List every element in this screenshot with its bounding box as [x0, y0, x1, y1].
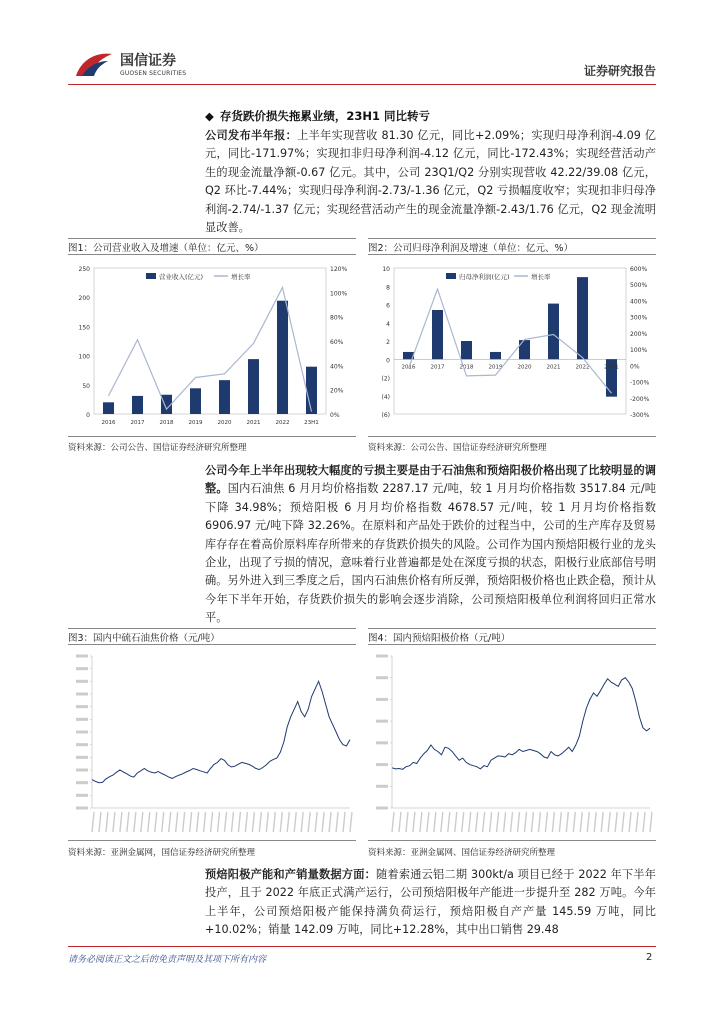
- y-tick-left: 2: [386, 339, 390, 346]
- x-tick-label: 2018: [459, 364, 474, 371]
- x-tick-label: [629, 812, 631, 832]
- x-tick-label: [608, 812, 610, 832]
- y-tick-label: [76, 807, 88, 810]
- x-tick-label: 2022: [575, 364, 590, 371]
- x-tick-label: [434, 812, 436, 832]
- fig2-source: 资料来源：公司公告、国信证券经济研究所整理: [368, 443, 547, 453]
- fig3-source: 资料来源：亚洲金属网，国信证券经济研究所整理: [68, 848, 256, 858]
- section2-lead: 公司今年上半年出现较大幅度的亏损主要是由于石油焦和预焙阳极价格出现了比较明显的调整。: [205, 464, 656, 496]
- x-tick-label: [224, 812, 226, 832]
- x-tick-label: [273, 812, 275, 832]
- section1-body: 上半年实现营收 81.30 亿元，同比+2.09%；实现归母净利润-4.09 亿元，同比-171.97%；实现扣非归母净利润-4.12 亿元，同比-172.43%；实现经营活动产生的现金流量净额-0.67 亿元。其中，公司 23Q1/Q2 分别实现营收 42.22/39.08 亿元，Q2 环比-7.44%；实现归母净利润-2.73/-1.36 亿元，Q2 亏损幅度收窄；实现扣非归母净利润-2.74/-1.37 亿元；实现经营活动产生的现金流量净额-2.43/1.76 亿元，Q2 现金流明显改善。: [205, 129, 656, 235]
- y-tick-label: [376, 720, 388, 723]
- fig1-bottom-rule: [68, 436, 356, 437]
- y-tick-right: 80%: [330, 314, 344, 322]
- x-tick-label: [92, 812, 94, 832]
- bar: [461, 341, 472, 359]
- x-tick-label: [406, 812, 408, 832]
- x-tick-label: [169, 812, 171, 832]
- x-tick-label: [448, 812, 450, 832]
- y-tick-left: 50: [82, 382, 90, 390]
- y-tick-left: 150: [78, 324, 90, 332]
- section3-lead: 预焙阳极产能和产销量数据方面：: [205, 868, 377, 881]
- x-tick-label: [559, 812, 561, 832]
- y-tick-left: (2): [381, 375, 390, 383]
- x-tick-label: [218, 812, 220, 832]
- fig3-top-rule: [68, 628, 356, 629]
- x-tick-label: [573, 812, 575, 832]
- x-tick-label: [120, 812, 122, 832]
- x-tick-label: [176, 812, 178, 832]
- net-profit-chart: [368, 258, 656, 434]
- x-tick-label: 2020: [217, 420, 232, 426]
- x-tick-label: [190, 812, 192, 832]
- price-line: [92, 681, 350, 782]
- x-tick-label: 2017: [430, 364, 445, 371]
- x-tick-label: [392, 812, 394, 832]
- y-tick-label: [376, 785, 388, 788]
- x-tick-label: [518, 812, 520, 832]
- y-tick-label: [76, 756, 88, 759]
- x-tick-label: [259, 812, 261, 832]
- bar: [577, 277, 588, 359]
- legend-bar-label: 归母净利润(亿元): [459, 273, 510, 281]
- y-tick-right: -200%: [630, 395, 650, 403]
- x-tick-label: 2016: [401, 364, 416, 371]
- x-tick-label: [469, 812, 471, 832]
- x-tick-label: [294, 812, 296, 832]
- y-tick-left: 100: [78, 353, 90, 361]
- fig2-title: 图2：公司归母净利润及增速（单位：亿元、%）: [368, 243, 574, 254]
- x-tick-label: [490, 812, 492, 832]
- x-tick-label: [127, 812, 129, 832]
- x-tick-label: [580, 812, 582, 832]
- plot-frame: [94, 268, 326, 414]
- x-tick-label: [636, 812, 638, 832]
- x-tick-label: [183, 812, 185, 832]
- x-tick-label: [287, 812, 289, 832]
- y-tick-right: 60%: [330, 339, 344, 346]
- x-tick-label: [524, 812, 526, 832]
- y-tick-left: 250: [78, 266, 90, 273]
- bar: [132, 396, 143, 414]
- x-tick-label: [413, 812, 415, 832]
- legend-line-label: 增长率: [531, 273, 551, 281]
- fig4-title-rule: [368, 644, 656, 645]
- x-tick-label: [538, 812, 540, 832]
- bullet-icon: ◆: [205, 109, 214, 123]
- y-tick-left: (4): [381, 393, 390, 401]
- x-tick-label: 2017: [130, 420, 145, 426]
- x-tick-label: [266, 812, 268, 832]
- x-tick-label: 2021: [246, 420, 261, 426]
- x-tick-label: [252, 812, 254, 832]
- y-tick-right: -300%: [630, 412, 650, 419]
- bar: [519, 340, 530, 359]
- x-tick-label: [552, 812, 554, 832]
- x-tick-label: [399, 812, 401, 832]
- x-tick-label: [155, 812, 157, 832]
- y-tick-right: 100%: [630, 347, 648, 355]
- logo-cn: 国信证券: [120, 53, 176, 69]
- x-tick-label: 2019: [488, 364, 503, 371]
- y-tick-label: [376, 655, 388, 658]
- x-tick-label: [594, 812, 596, 832]
- x-tick-label: [238, 812, 240, 832]
- x-tick-label: [455, 812, 457, 832]
- y-tick-label: [76, 680, 88, 683]
- y-tick-left: 8: [386, 284, 390, 292]
- y-tick-right: 500%: [630, 282, 648, 290]
- x-tick-label: [483, 812, 485, 832]
- fig2-bottom-rule: [368, 436, 656, 437]
- x-tick-label: [343, 812, 345, 832]
- x-tick-label: [476, 812, 478, 832]
- x-tick-label: 2019: [188, 420, 203, 426]
- bar: [103, 402, 114, 414]
- y-tick-label: [76, 718, 88, 721]
- y-tick-label: [76, 705, 88, 708]
- x-tick-label: [622, 812, 624, 832]
- y-tick-right: 40%: [330, 363, 344, 371]
- y-tick-right: 120%: [330, 266, 348, 273]
- x-tick-label: [497, 812, 499, 832]
- y-tick-right: 200%: [630, 330, 648, 338]
- x-tick-label: [99, 812, 101, 832]
- bar: [306, 367, 317, 414]
- x-tick-label: [134, 812, 136, 832]
- y-tick-right: 600%: [630, 266, 648, 273]
- x-tick-label: [601, 812, 603, 832]
- petcoke-price-chart: [68, 648, 356, 838]
- header-divider: [68, 84, 656, 85]
- section1-title: 存货跌价损失拖累业绩，23H1 同比转亏: [219, 109, 430, 123]
- x-tick-label: [462, 812, 464, 832]
- x-tick-label: [329, 812, 331, 832]
- y-tick-right: 0%: [330, 412, 340, 419]
- y-tick-left: 0: [386, 357, 390, 365]
- x-tick-label: [113, 812, 115, 832]
- bar: [248, 359, 259, 414]
- y-tick-right: 0%: [630, 363, 640, 371]
- x-tick-label: [245, 812, 247, 832]
- revenue-chart: [68, 258, 356, 434]
- x-tick-label: 2020: [517, 364, 532, 371]
- x-tick-label: [315, 812, 317, 832]
- x-tick-label: [441, 812, 443, 832]
- company-logo: [72, 46, 202, 82]
- y-tick-label: [376, 741, 388, 744]
- x-tick-label: [504, 812, 506, 832]
- logo-mark-icon: [72, 46, 116, 80]
- logo-en: GUOSEN SECURITIES: [120, 70, 187, 77]
- x-tick-label: [427, 812, 429, 832]
- page-number: 2: [646, 952, 653, 963]
- x-tick-label: 2021: [546, 364, 561, 371]
- y-tick-right: 100%: [330, 290, 348, 298]
- section2-paragraph: [205, 462, 656, 628]
- bar: [490, 352, 501, 359]
- x-tick-label: [162, 812, 164, 832]
- y-tick-label: [76, 781, 88, 784]
- y-tick-left: 10: [382, 266, 390, 273]
- bar: [190, 388, 201, 414]
- footer-disclaimer: 请务必阅读正文之后的免责声明及其项下所有内容: [68, 955, 267, 965]
- fig2-title-rule: [368, 254, 656, 255]
- fig3-title: 图3：国内中硫石油焦价格（元/吨）: [68, 633, 220, 644]
- legend-line-label: 增长率: [231, 273, 251, 281]
- x-tick-label: [650, 812, 652, 832]
- y-tick-right: -100%: [630, 379, 650, 387]
- legend-bar-swatch: [446, 273, 456, 279]
- section1-lead: 公司发布半年报：: [205, 129, 298, 142]
- y-tick-left: 0: [86, 412, 90, 419]
- x-tick-label: 23H1: [604, 364, 619, 371]
- y-tick-right: 300%: [630, 314, 648, 322]
- y-tick-label: [376, 676, 388, 679]
- y-tick-label: [76, 655, 88, 658]
- y-tick-left: 6: [386, 302, 390, 310]
- x-tick-label: [643, 812, 645, 832]
- fig2-top-rule: [368, 238, 656, 239]
- fig3-bottom-rule: [68, 840, 356, 841]
- section1-heading: [205, 108, 430, 124]
- bar: [277, 301, 288, 414]
- y-tick-left: (6): [381, 412, 390, 419]
- price-line: [392, 678, 650, 770]
- footer-divider: [68, 946, 656, 947]
- fig1-title-rule: [68, 254, 356, 255]
- x-tick-label: [566, 812, 568, 832]
- fig1-source: 资料来源：公司公告、国信证券经济研究所整理: [68, 443, 247, 453]
- x-tick-label: [587, 812, 589, 832]
- fig4-top-rule: [368, 628, 656, 629]
- x-tick-label: [322, 812, 324, 832]
- x-tick-label: [211, 812, 213, 832]
- legend-bar-label: 营业收入(亿元): [159, 273, 204, 281]
- section3-paragraph: [205, 866, 656, 940]
- y-tick-label: [376, 763, 388, 766]
- x-tick-label: [106, 812, 108, 832]
- bar: [219, 380, 230, 414]
- y-tick-right: 20%: [330, 387, 344, 395]
- y-tick-label: [76, 769, 88, 772]
- x-tick-label: [148, 812, 150, 832]
- x-tick-label: [511, 812, 513, 832]
- plot-frame: [394, 268, 626, 414]
- x-tick-label: 2016: [101, 420, 116, 426]
- y-tick-label: [76, 667, 88, 670]
- x-tick-label: [615, 812, 617, 832]
- x-tick-label: [531, 812, 533, 832]
- y-tick-left: 4: [386, 320, 390, 328]
- x-tick-label: [308, 812, 310, 832]
- y-tick-label: [76, 794, 88, 797]
- x-tick-label: [301, 812, 303, 832]
- x-tick-label: 2022: [275, 420, 290, 426]
- x-tick-label: [350, 812, 352, 832]
- section2-body: 国内石油焦 6 月月均价格指数 2287.17 元/吨，较 1 月月均价格指数 3517.84 元/吨下降 34.98%；预焙阳极 6 月月均价格指数 4678.57 元/吨，较 1 月月均价格指数 6906.97 元/吨下降 32.26%。在原料和产品处于跌价的过程当中，公司的生产库存及贸易库存存在着高价原料库存所带来的存货跌价损失的风险。公司作为国内预焙阳极行业的龙头企业，出现了亏损的情况，意味着行业普遍都是处在深度亏损的状态，阳极行业底部信号明确。另外进入到三季度之后，国内石油焦价格有所反弹，预焙阳极价格也止跌企稳，预计从今年下半年开始，存货跌价损失的影响会逐步消除，公司预焙阳极单位利润将回归正常水平。: [205, 482, 656, 625]
- x-tick-label: [280, 812, 282, 832]
- fig1-top-rule: [68, 238, 356, 239]
- x-tick-label: [141, 812, 143, 832]
- y-tick-left: 200: [78, 295, 90, 303]
- y-tick-label: [76, 693, 88, 696]
- fig4-bottom-rule: [368, 840, 656, 841]
- x-tick-label: 23H1: [304, 420, 319, 426]
- bar: [548, 304, 559, 360]
- y-tick-label: [76, 731, 88, 734]
- x-tick-label: [545, 812, 547, 832]
- legend-bar-swatch: [146, 273, 156, 279]
- section3-body: 随着索通云铝二期 300kt/a 项目已经于 2022 年下半年投产，且于 2022 年底正式满产运行，公司预焙阳极年产能进一步提升至 282 万吨。今年上半年，公司预焙阳极产能保持满负荷运行，预焙阳极自产产量 145.59 万吨，同比+10.02%；销量 142.09 万吨，同比+12.28%，其中出口销售 29.48: [205, 868, 656, 937]
- x-tick-label: [204, 812, 206, 832]
- bar: [432, 310, 443, 359]
- fig3-title-rule: [68, 644, 356, 645]
- x-tick-label: [336, 812, 338, 832]
- y-tick-label: [76, 743, 88, 746]
- fig1-title: 图1：公司营业收入及增速（单位：亿元、%）: [68, 243, 264, 254]
- x-tick-label: [420, 812, 422, 832]
- anode-price-chart: [368, 648, 656, 838]
- x-tick-label: [231, 812, 233, 832]
- x-tick-label: [197, 812, 199, 832]
- x-tick-label: 2018: [159, 420, 174, 426]
- y-tick-label: [376, 807, 388, 810]
- fig4-title: 图4：国内预焙阳极价格（元/吨）: [368, 633, 511, 644]
- fig4-source: 资料来源：亚洲金属网、国信证券经济研究所整理: [368, 848, 556, 858]
- y-tick-right: 400%: [630, 298, 648, 306]
- doc-type-label: 证券研究报告: [583, 64, 656, 78]
- section1-paragraph: [205, 127, 656, 237]
- y-tick-label: [376, 698, 388, 701]
